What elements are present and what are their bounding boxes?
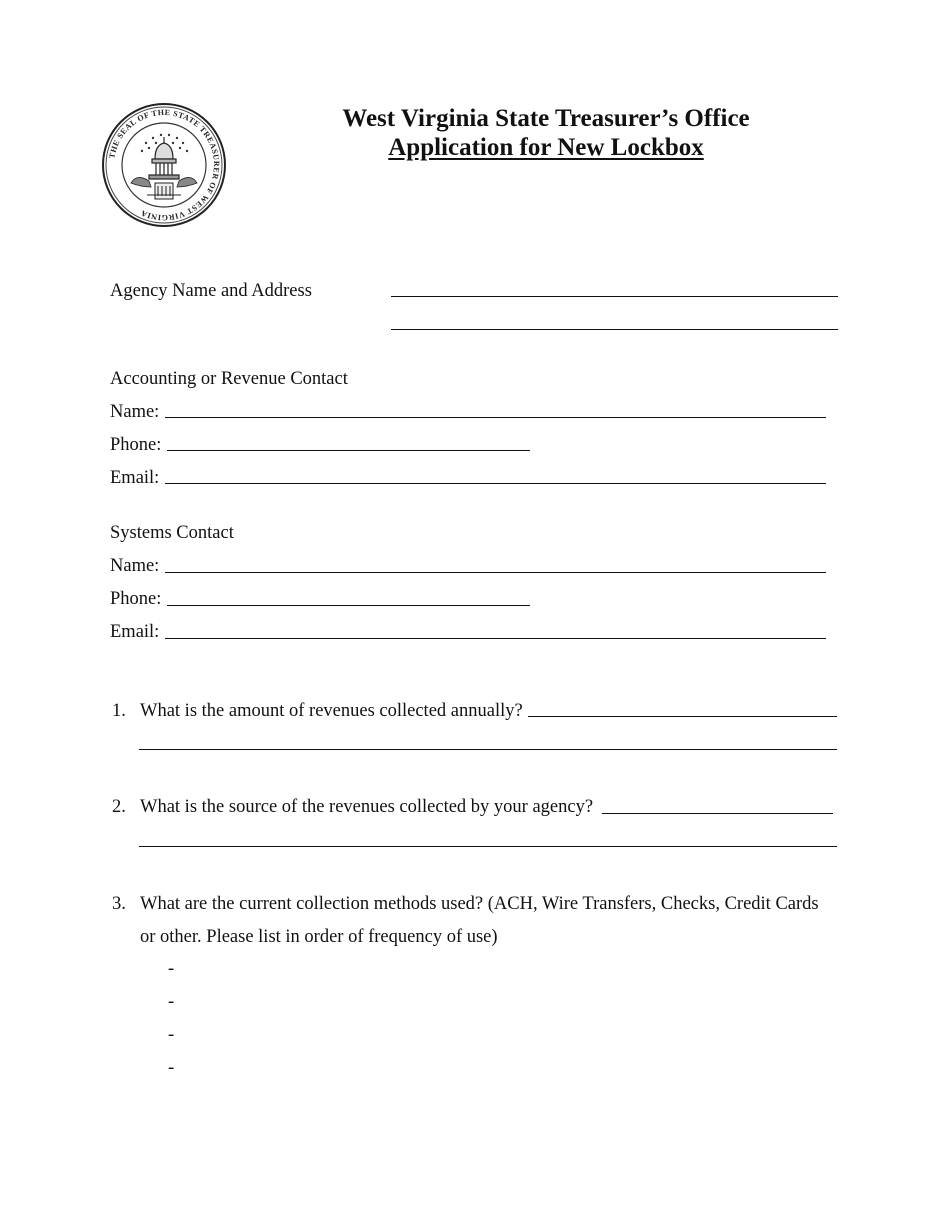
accounting-contact-heading: Accounting or Revenue Contact [110,369,348,389]
accounting-name-label: Name: [110,402,160,422]
question-1-answer-line-1[interactable] [528,716,837,717]
svg-text:THE SEAL OF THE STATE TREASURE: THE SEAL OF THE STATE TREASURER OF WEST VIRGINIA [107,107,222,223]
question-2-text: What is the source of the revenues collected by your agency? [140,797,594,817]
method-bullet-1[interactable]: - [168,959,175,979]
agency-name-address-field-line-2[interactable] [391,329,838,330]
agency-name-address-field-line-1[interactable] [391,296,838,297]
method-bullet-3[interactable]: - [168,1025,175,1045]
office-title: West Virginia State Treasurer’s Office [342,105,750,132]
question-2-answer-line-2[interactable] [139,846,837,847]
accounting-phone-label: Phone: [110,435,162,455]
question-3-number: 3. [112,894,126,914]
question-1-answer-line-2[interactable] [139,749,837,750]
question-3-text-line-2: or other. Please list in order of frequency of use) [140,927,498,947]
agency-name-address-label: Agency Name and Address [110,281,312,301]
question-1-text: What is the amount of revenues collected annually? [140,701,523,721]
systems-email-field[interactable] [165,638,826,639]
systems-phone-field[interactable] [167,605,530,606]
accounting-email-label: Email: [110,468,160,488]
question-3-text-line-1: What are the current collection methods used? (ACH, Wire Transfers, Checks, Credit Cards [140,894,819,914]
question-2-number: 2. [112,797,126,817]
state-treasurer-seal-logo [101,103,227,227]
accounting-email-field[interactable] [165,483,826,484]
systems-name-field[interactable] [165,572,826,573]
accounting-phone-field[interactable] [167,450,530,451]
question-2-answer-line-1[interactable] [602,813,833,814]
method-bullet-4[interactable]: - [168,1058,175,1078]
systems-name-label: Name: [110,556,160,576]
systems-email-label: Email: [110,622,160,642]
form-title: Application for New Lockbox [388,134,704,161]
accounting-name-field[interactable] [165,417,826,418]
question-1-number: 1. [112,701,126,721]
systems-phone-label: Phone: [110,589,162,609]
systems-contact-heading: Systems Contact [110,523,234,543]
method-bullet-2[interactable]: - [168,992,175,1012]
